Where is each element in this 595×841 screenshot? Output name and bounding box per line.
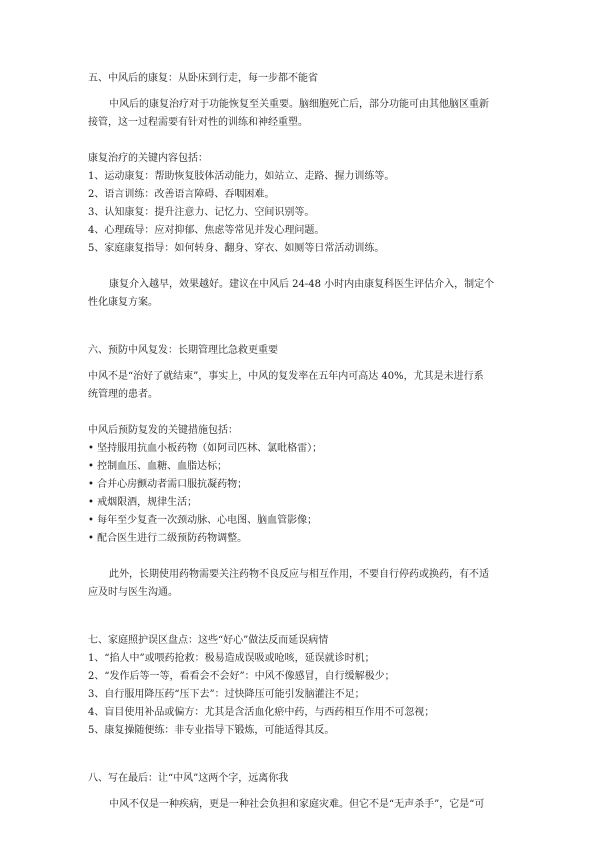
list-item: 3、认知康复：提升注意力、记忆力、空间识别等。 [88,207,315,218]
section-heading: 八、写在最后：让“中风”这两个字，远离你我 [88,773,289,784]
list-item: • 控制血压、血糖、血脂达标； [88,461,228,472]
paragraph-line: 统管理的患者。 [88,389,158,400]
list-item: • 合并心房颤动者需口服抗凝药物； [88,479,248,490]
list-item: • 每年至少复查一次颈动脉、心电图、脑血管影像； [88,515,318,526]
paragraph-line: 应及时与医生沟通。 [88,587,178,598]
section-heading: 六、预防中风复发：长期管理比急救更重要 [88,345,278,356]
list-item: 4、盲目使用补品或偏方：尤其是含活血化瘀中药，与西药相互作用不可忽视； [88,707,435,718]
paragraph-line: 康复介入越早，效果越好。建议在中风后 24-48 小时内由康复科医生评估介入，制定个 [109,279,495,290]
list-title: 中风后预防复发的关键措施包括： [88,425,238,436]
list-item: 2、语言训练：改善语言障碍、吞咽困难。 [88,189,275,200]
list-item: • 戒烟限酒，规律生活； [88,497,198,508]
list-item: • 坚持服用抗血小板药物（如阿司匹林、氯吡格雷）； [88,443,323,454]
paragraph-line: 接管，这一过程需要有针对性的训练和神经重塑。 [88,117,308,128]
section-heading: 七、家庭照护误区盘点：这些“好心”做法反而延误病情 [88,635,329,646]
list-item: 4、心理疏导：应对抑郁、焦虑等常见并发心理问题。 [88,225,325,236]
paragraph-line: 性化康复方案。 [88,297,158,308]
list-item: • 配合医生进行二级预防药物调整。 [88,533,248,544]
list-item: 2、“发作后等一等，看看会不会好”：中风不像感冒，自行缓解极少； [88,671,395,682]
list-title: 康复治疗的关键内容包括： [88,153,208,164]
paragraph-line: 此外，长期使用药物需要关注药物不良反应与相互作用，不要自行停药或换药，有不适 [109,569,489,580]
list-item: 5、康复操随便练：非专业指导下锻炼，可能适得其反。 [88,725,335,736]
document-body [88,70,518,814]
list-item: 1、运动康复：帮助恢复肢体活动能力，如站立、走路、握力训练等。 [88,171,395,182]
list-item: 1、“掐人中”或喂药抢救：极易造成误吸或呛咳，延误就诊时机； [88,653,375,664]
paragraph-line: 中风后的康复治疗对于功能恢复至关重要。脑细胞死亡后，部分功能可由其他脑区重新 [109,99,489,110]
list-item: 5、家庭康复指导：如何转身、翻身、穿衣、如厕等日常活动训练。 [88,243,385,254]
section-heading: 五、中风后的康复：从卧床到行走，每一步都不能省 [88,73,318,84]
paragraph-line: 中风不是“治好了就结束”，事实上，中风的复发率在五年内可高达 40%，尤其是未进行系 [88,371,484,382]
list-item: 3、自行服用降压药“压下去”：过快降压可能引发脑灌注不足； [88,689,365,700]
paragraph-line: 中风不仅是一种疾病，更是一种社会负担和家庭灾难。但它不是“无声杀手”，它是“可 [109,799,485,810]
